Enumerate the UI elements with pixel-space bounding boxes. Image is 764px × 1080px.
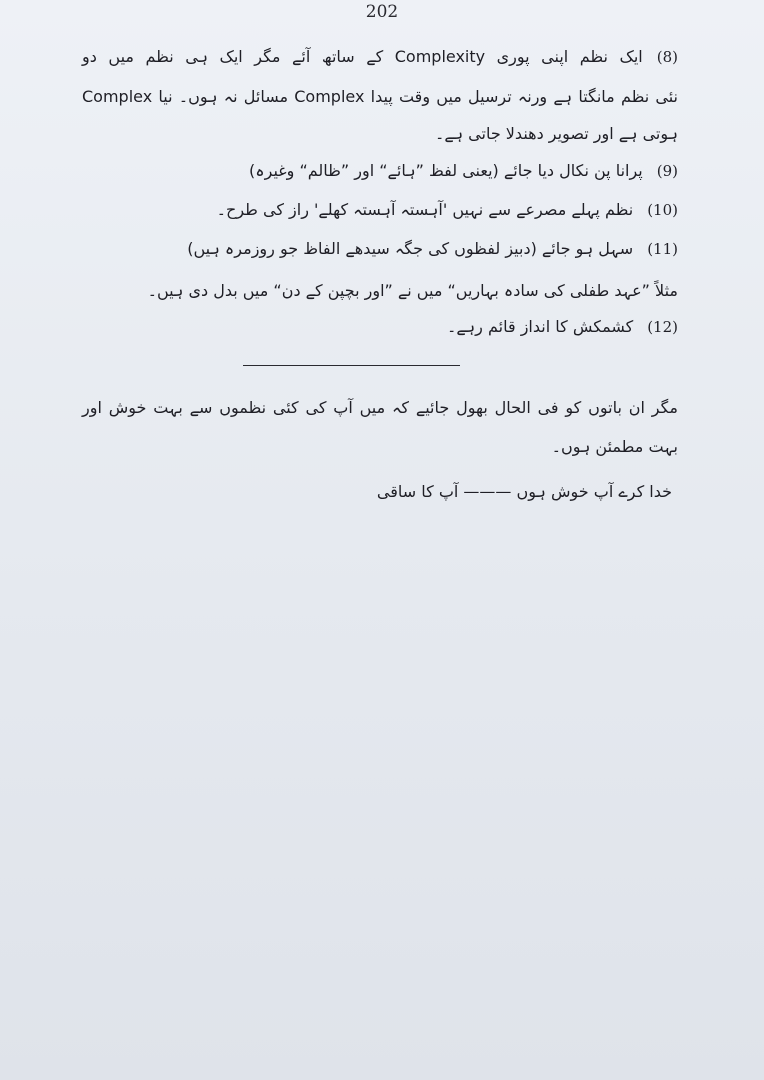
item-text: کشمکش کا انداز قائم رہے۔ — [447, 317, 634, 336]
item-number: (9) — [656, 162, 678, 180]
page-number: 202 — [365, 2, 399, 22]
section-divider — [243, 365, 460, 366]
item-9-line — [82, 161, 678, 181]
signature-line: خدا کرے آپ خوش ہوں ——— آپ کا ساقی — [376, 482, 672, 501]
item-8-line-2: Complex مسائل نہ ہوں۔ نیا Complex نئی نظم مانگتا ہے ورنہ ترسیل میں وقت پیدا — [82, 87, 679, 106]
item-text: سہل ہو جائے (دبیز لفظوں کی جگہ سیدھے الفاظ جو روزمرہ ہیں) — [187, 239, 634, 258]
closing-line-2: بہت مطمئن ہوں۔ — [551, 437, 678, 456]
item-12-line — [82, 317, 678, 337]
closing-line-1: مگر ان باتوں کو فی الحال بھول جائیے کہ میں آپ کی کئی نظموں سے بہت خوش اور — [82, 398, 678, 417]
item-number: (8) — [656, 48, 678, 66]
item-11-line-1 — [82, 239, 678, 259]
item-number: (10) — [647, 201, 678, 219]
item-8-line-1 — [82, 47, 678, 67]
item-8-line-3: ہوتی ہے اور تصویر دھندلا جاتی ہے۔ — [434, 124, 678, 143]
item-number: (11) — [647, 240, 678, 258]
item-10-line — [82, 200, 678, 220]
item-number: (12) — [647, 318, 678, 336]
item-11-line-2: مثلاً ”عہد طفلی کی سادہ بہاریں“ میں نے ”اور بچپن کے دن“ میں بدل دی ہیں۔ — [147, 281, 678, 300]
item-text: ایک نظم اپنی پوری Complexity کے ساتھ آئے مگر ایک ہی نظم میں دو — [82, 47, 643, 66]
item-text: پرانا پن نکال دیا جائے (یعنی لفظ ”ہائے“ اور ”ظالم“ وغیرہ) — [249, 161, 643, 180]
item-text: نظم پہلے مصرعے سے نہیں 'آہستہ آہستہ کھلے' راز کی طرح۔ — [216, 200, 634, 219]
